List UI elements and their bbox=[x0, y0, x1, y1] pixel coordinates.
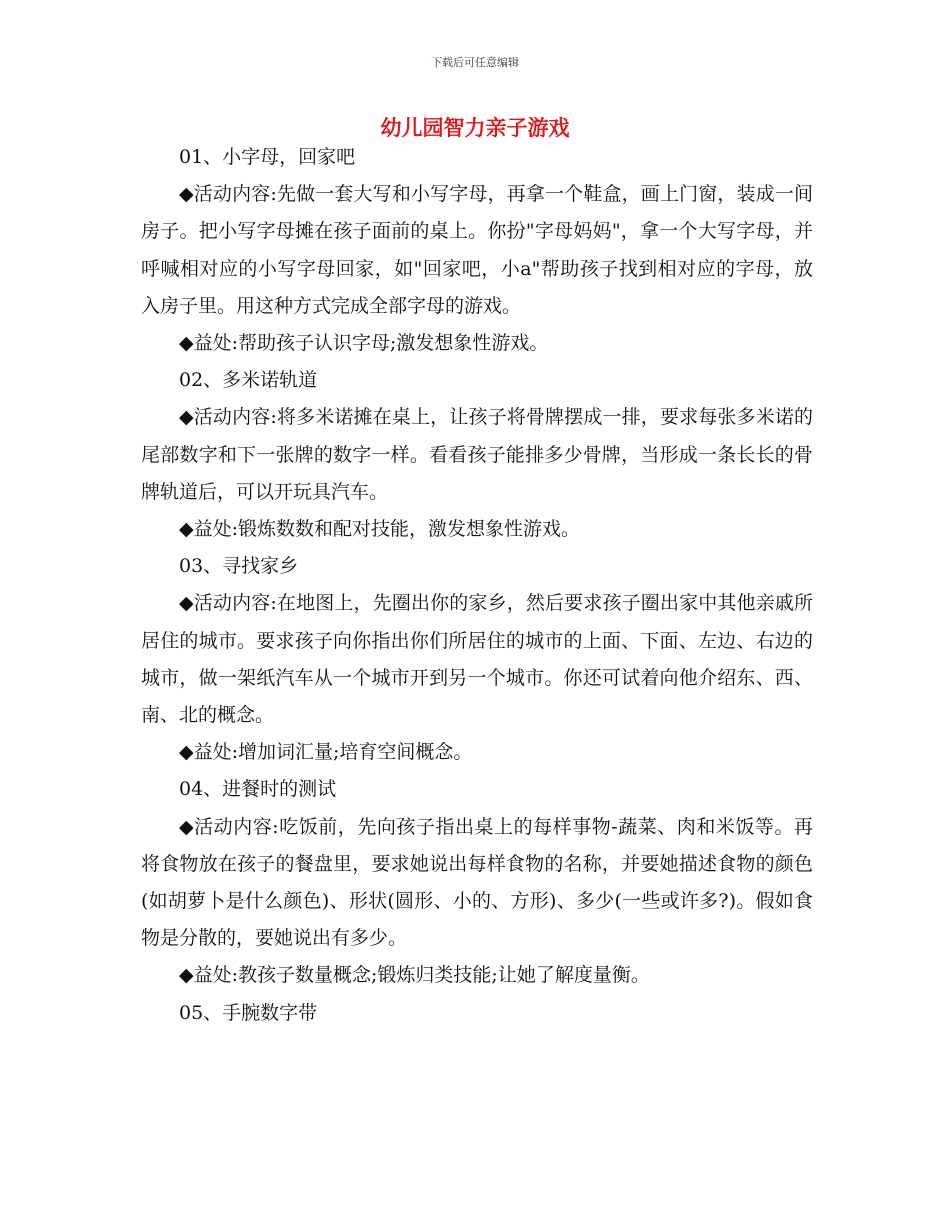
activity-paragraph-02: ◆活动内容:将多米诺摊在桌上，让孩子将骨牌摆成一排，要求每张多米诺的尾部数字和下一张牌的数字一样。看看孩子能排多少骨牌，当形成一条长长的骨牌轨道后，可以开玩具汽车。 bbox=[141, 406, 813, 503]
activity-paragraph-04: ◆活动内容:吃饭前，先向孩子指出桌上的每样事物-蔬菜、肉和米饭等。再将食物放在孩子的餐盘里，要求她说出每样食物的名称，并要她描述食物的颜色(如胡萝卜是什么颜色)、形状(圆形、小的、方形)、多少(一些或许多?)。假如食物是分散的，要她说出有多少。 bbox=[141, 815, 813, 950]
section-heading-03: 03、寻找家乡 bbox=[179, 555, 299, 578]
activity-paragraph-03: ◆活动内容:在地图上，先圈出你的家乡，然后要求孩子圈出家中其他亲戚所居住的城市。要求孩子向你指出你们所居住的城市的上面、下面、左边、右边的城市，做一架纸汽车从一个城市开到另一个城市。你还可试着向他介绍东、西、南、北的概念。 bbox=[141, 592, 813, 727]
document-body bbox=[141, 139, 813, 1032]
activity-paragraph-01: ◆活动内容:先做一套大写和小写字母，再拿一个鞋盒，画上门窗，装成一间房子。把小写字母摊在孩子面前的桌上。你扮"字母妈妈"，拿一个大写字母，并呼喊相对应的小写字母回家，如"回家吧，小a"帮助孩子找到相对应的字母，放入房子里。用这种方式完成全部字母的游戏。 bbox=[141, 183, 813, 317]
header-note: 下载后可任意编辑 bbox=[431, 56, 519, 69]
document-title: 幼儿园智力亲子游戏 bbox=[380, 116, 570, 140]
section-heading-04: 04、进餐时的测试 bbox=[179, 778, 337, 801]
benefit-paragraph-02: ◆益处:锻炼数数和配对技能，激发想象性游戏。 bbox=[179, 518, 581, 541]
section-heading-05: 05、手腕数字带 bbox=[179, 1001, 318, 1024]
benefit-paragraph-03: ◆益处:增加词汇量;培育空间概念。 bbox=[179, 741, 473, 764]
benefit-paragraph-04: ◆益处:教孩子数量概念;锻炼归类技能;让她了解度量衡。 bbox=[179, 964, 650, 987]
benefit-paragraph-01: ◆益处:帮助孩子认识字母;激发想象性游戏。 bbox=[179, 332, 549, 355]
section-heading-01: 01、小字母，回家吧 bbox=[179, 146, 356, 168]
section-heading-02: 02、多米诺轨道 bbox=[179, 369, 318, 392]
